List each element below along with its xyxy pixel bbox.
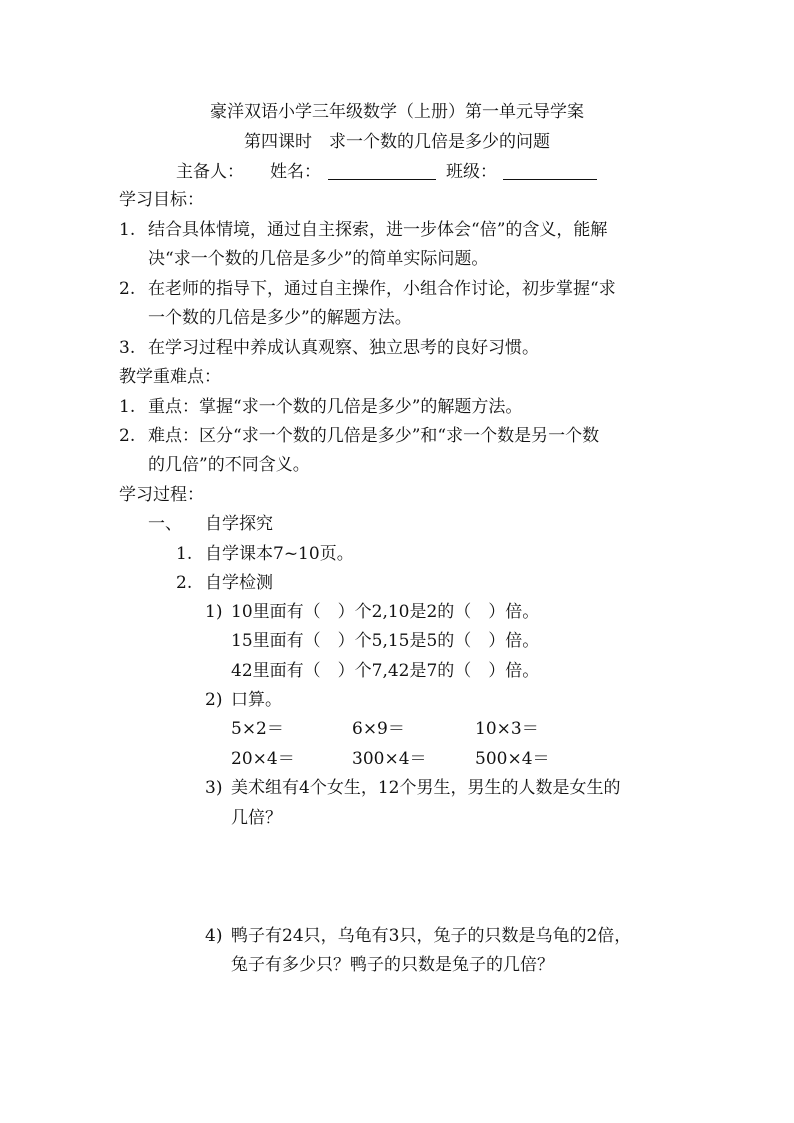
document-title: 豪洋双语小学三年级数学（上册）第一单元导学案 <box>210 102 584 122</box>
preparer-label: 主备人： <box>176 162 244 182</box>
goal-3-number: 3. <box>119 338 136 358</box>
goal-2-number: 2. <box>119 279 136 299</box>
key-points-heading: 教学重难点： <box>119 367 221 387</box>
goal-1-text-cont: 决“求一个数的几倍是多少”的简单实际问题。 <box>148 249 489 269</box>
mental-math-item: 6×9＝ <box>352 719 405 739</box>
question-4-text: 鸭子有24只，乌龟有3只，兔子的只数是乌龟的2倍， <box>231 926 632 946</box>
goal-3-text: 在学习过程中养成认真观察、独立思考的良好习惯。 <box>148 338 539 358</box>
step-2-number: 2. <box>176 573 193 593</box>
question-4-number: 4) <box>205 926 223 946</box>
step-1-text: 自学课本7~10页。 <box>205 544 354 564</box>
lesson-subtitle: 第四课时 求一个数的几倍是多少的问题 <box>244 132 550 152</box>
key-point-2-text-cont: 的几倍”的不同含义。 <box>148 455 310 475</box>
section-1-title: 自学探究 <box>205 514 273 534</box>
goal-1-number: 1. <box>119 220 136 240</box>
name-label: 姓名： <box>270 162 321 182</box>
key-point-1-number: 1. <box>119 397 136 417</box>
question-3-number: 3) <box>205 778 223 798</box>
process-heading: 学习过程： <box>119 485 204 505</box>
goal-2-text: 在老师的指导下，通过自主操作，小组合作讨论，初步掌握“求 <box>148 279 616 299</box>
question-3-text-cont: 几倍？ <box>231 808 282 828</box>
key-point-2-number: 2. <box>119 426 136 446</box>
mental-math-item: 10×3＝ <box>475 719 539 739</box>
question-2-label: 口算。 <box>231 690 282 710</box>
question-3-text: 美术组有4个女生，12个男生，男生的人数是女生的 <box>231 778 621 798</box>
question-1-line: 42里面有（ ）个7,42是7的（ ）倍。 <box>231 661 540 681</box>
name-blank[interactable] <box>328 163 436 180</box>
step-2-text: 自学检测 <box>205 573 273 593</box>
class-label: 班级： <box>446 162 497 182</box>
key-point-1-text: 重点：掌握“求一个数的几倍是多少”的解题方法。 <box>148 397 523 417</box>
mental-math-item: 5×2＝ <box>231 719 284 739</box>
mental-math-item: 500×4＝ <box>475 749 550 769</box>
section-1-number: 一、 <box>148 514 182 534</box>
goal-1-text: 结合具体情境，通过自主探索，进一步体会“倍”的含义，能解 <box>148 220 608 240</box>
question-1-line: 15里面有（ ）个5,15是5的（ ）倍。 <box>231 631 540 651</box>
mental-math-item: 20×4＝ <box>231 749 295 769</box>
class-blank[interactable] <box>503 163 597 180</box>
step-1-number: 1. <box>176 544 193 564</box>
goal-2-text-cont: 一个数的几倍是多少”的解题方法。 <box>148 308 412 328</box>
goals-heading: 学习目标： <box>119 190 204 210</box>
key-point-2-text: 难点：区分“求一个数的几倍是多少”和“求一个数是另一个数 <box>148 426 600 446</box>
question-4-text-cont: 兔子有多少只？鸭子的只数是兔子的几倍？ <box>231 955 554 975</box>
question-1-number: 1) <box>205 602 223 622</box>
question-1-line: 10里面有（ ）个2,10是2的（ ）倍。 <box>231 602 540 622</box>
mental-math-item: 300×4＝ <box>352 749 427 769</box>
question-2-number: 2) <box>205 690 223 710</box>
